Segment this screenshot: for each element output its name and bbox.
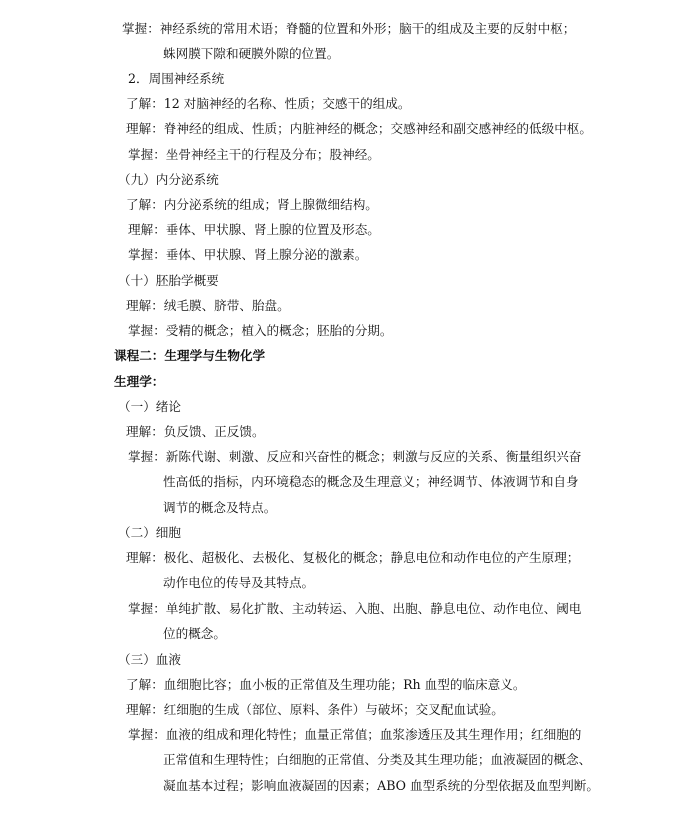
section-heading: （十）胚胎学概要 [118, 273, 219, 288]
text-line: 理解：负反馈、正反馈。 [126, 424, 265, 439]
text-line: 理解：极化、超极化、去极化、复极化的概念；静息电位和动作电位的产生原理； [126, 550, 580, 565]
text-line: 了解：内分泌系统的组成；肾上腺微细结构。 [126, 197, 378, 212]
text-line: 掌握：受精的概念；植入的概念；胚胎的分期。 [128, 323, 393, 338]
text-line: 性高低的指标，内环境稳态的概念及生理意义；神经调节、体液调节和自身 [163, 474, 579, 489]
text-line: 掌握：坐骨神经主干的行程及分布；股神经。 [128, 147, 380, 162]
course-heading: 课程二：生理学与生物化学 [114, 348, 266, 363]
text-line: 掌握：血液的组成和理化特性；血量正常值；血浆渗透压及其生理作用；红细胞的 [128, 727, 582, 742]
text-line: 凝血基本过程；影响血液凝固的因素；ABO 血型系统的分型依据及血型判断。 [163, 778, 599, 793]
section-heading: （三）血液 [118, 652, 181, 667]
section-heading: （九）内分泌系统 [118, 172, 219, 187]
text-line: 理解：绒毛膜、脐带、胎盘。 [126, 298, 290, 313]
text-line: 掌握：新陈代谢、刺激、反应和兴奋性的概念；刺激与反应的关系、衡量组织兴奋 [128, 449, 582, 464]
text-line: 了解：12 对脑神经的名称、性质；交感干的组成。 [126, 96, 411, 111]
text-line: 掌握：神经系统的常用术语；脊髓的位置和外形；脑干的组成及主要的反射中枢； [122, 21, 576, 36]
text-line: 动作电位的传导及其特点。 [163, 575, 315, 590]
text-line: 理解：红细胞的生成（部位、原料、条件）与破坏；交叉配血试验。 [126, 702, 504, 717]
text-line: 理解：脊神经的组成、性质；内脏神经的概念；交感神经和副交感神经的低级中枢。 [126, 121, 592, 136]
text-line: 掌握：垂体、甲状腺、肾上腺分泌的激素。 [128, 247, 368, 262]
text-line: 理解：垂体、甲状腺、肾上腺的位置及形态。 [128, 222, 380, 237]
section-heading: （一）绪论 [118, 399, 181, 414]
subject-heading: 生理学： [114, 374, 165, 389]
text-line: 正常值和生理特性；白细胞的正常值、分类及其生理功能；血液凝固的概念、 [163, 752, 592, 767]
text-line: 调节的概念及特点。 [163, 500, 277, 515]
text-line: 掌握：单纯扩散、易化扩散、主动转运、入胞、出胞、静息电位、动作电位、阈电 [128, 601, 582, 616]
text-line: 了解：血细胞比容；血小板的正常值及生理功能；Rh 血型的临床意义。 [126, 677, 526, 692]
section-heading: （二）细胞 [118, 525, 181, 540]
text-line: 位的概念。 [163, 626, 226, 641]
section-heading: 2．周围神经系统 [128, 71, 225, 86]
text-line: 蛛网膜下隙和硬膜外隙的位置。 [163, 46, 340, 61]
